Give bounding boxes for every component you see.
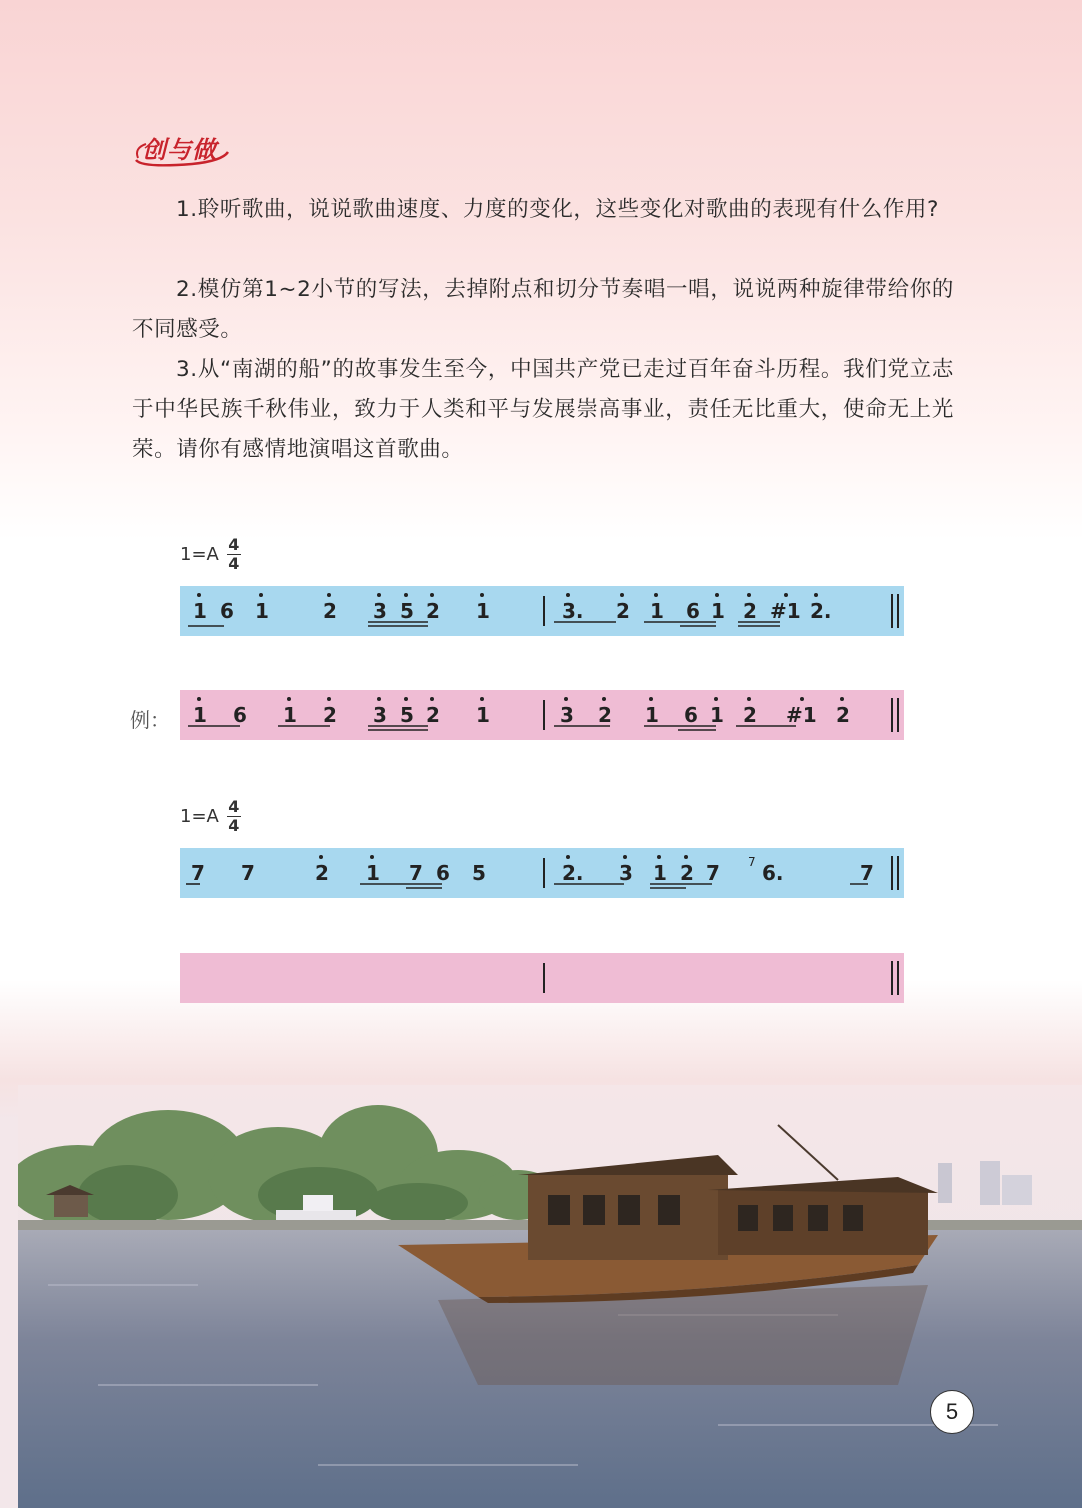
octave-dot <box>747 593 751 597</box>
octave-dot <box>197 697 201 701</box>
key-label: 1=A <box>180 544 219 565</box>
octave-dot <box>480 593 484 597</box>
note: #1 <box>786 703 817 727</box>
paragraph-3: 3.从“南湖的船”的故事发生至今，中国共产党已走过百年奋斗历程。我们党立志于中华民族千秋伟业，致力于人类和平与发展崇高事业，责任无比重大，使命无上光荣。请你有感情地演唱这首歌曲。 <box>132 357 954 462</box>
octave-dot <box>840 697 844 701</box>
octave-dot <box>784 593 788 597</box>
time-signature <box>227 537 241 572</box>
octave-dot <box>623 855 627 859</box>
page-number: 5 <box>930 1390 974 1434</box>
staff-2-notes <box>180 690 904 740</box>
octave-dot <box>404 697 408 701</box>
octave-dot <box>370 855 374 859</box>
octave-dot <box>197 593 201 597</box>
octave-dot <box>430 593 434 597</box>
octave-dot <box>327 593 331 597</box>
note: 2 <box>743 703 757 727</box>
octave-dot <box>377 697 381 701</box>
notation-staff-2 <box>180 690 904 740</box>
key-label: 1=A <box>180 806 219 827</box>
octave-dot <box>684 855 688 859</box>
staff-1-notes <box>180 586 904 636</box>
note: 1 <box>283 703 297 727</box>
note: 6 <box>686 599 700 623</box>
note: 5 <box>400 703 414 727</box>
octave-dot <box>649 697 653 701</box>
note: 2 <box>616 599 630 623</box>
octave-dot <box>564 697 568 701</box>
octave-dot <box>654 593 658 597</box>
note: 6 <box>684 703 698 727</box>
note: 1 <box>193 703 207 727</box>
note: 7 <box>409 861 423 885</box>
note: 1 <box>366 861 380 885</box>
octave-dot <box>800 697 804 701</box>
octave-dot <box>814 593 818 597</box>
note: 6 <box>233 703 247 727</box>
note: 2 <box>426 599 440 623</box>
section-heading <box>132 128 232 168</box>
note: 6. <box>762 861 784 885</box>
key-signature-1 <box>180 537 241 572</box>
time-numerator: 4 <box>228 535 240 554</box>
time-denominator: 4 <box>228 554 240 573</box>
note: 1 <box>476 703 490 727</box>
note: 7 <box>860 861 874 885</box>
octave-dot <box>715 593 719 597</box>
note: 3 <box>373 599 387 623</box>
note: 3 <box>373 703 387 727</box>
octave-dot <box>602 697 606 701</box>
octave-dot <box>566 855 570 859</box>
heading-text: 创与做 <box>142 135 217 164</box>
note: 5 <box>472 861 486 885</box>
note: 7 <box>706 861 720 885</box>
note: 7 <box>191 861 205 885</box>
time-numerator: 4 <box>228 797 240 816</box>
note: 3 <box>619 861 633 885</box>
key-signature-2 <box>180 799 241 834</box>
octave-dot <box>480 697 484 701</box>
note: 3. <box>562 599 584 623</box>
notation-staff-3 <box>180 848 904 898</box>
time-denominator: 4 <box>228 816 240 835</box>
octave-dot <box>657 855 661 859</box>
note: 2 <box>323 599 337 623</box>
notation-staff-4-empty[interactable] <box>180 953 904 1003</box>
note: 2. <box>810 599 832 623</box>
octave-dot <box>319 855 323 859</box>
notation-staff-1 <box>180 586 904 636</box>
octave-dot <box>566 593 570 597</box>
note: 1 <box>710 703 724 727</box>
note: 1 <box>653 861 667 885</box>
octave-dot <box>747 697 751 701</box>
note: 1 <box>645 703 659 727</box>
note: 1 <box>193 599 207 623</box>
octave-dot <box>714 697 718 701</box>
note: 2 <box>680 861 694 885</box>
octave-dot <box>259 593 263 597</box>
note: 5 <box>400 599 414 623</box>
note: #1 <box>770 599 801 623</box>
note: 2 <box>315 861 329 885</box>
note: 2. <box>562 861 584 885</box>
octave-dot <box>327 697 331 701</box>
note: 2 <box>743 599 757 623</box>
octave-dot <box>287 697 291 701</box>
note: 1 <box>650 599 664 623</box>
lake-boat-photo <box>18 1085 1082 1508</box>
note: 3 <box>560 703 574 727</box>
note: 2 <box>426 703 440 727</box>
note: 2 <box>323 703 337 727</box>
paragraph-1: 1.聆听歌曲，说说歌曲速度、力度的变化，这些变化对歌曲的表现有什么作用? <box>176 197 940 222</box>
paragraph-2: 2.模仿第1~2小节的写法，去掉附点和切分节奏唱一唱，说说两种旋律带给你的不同感受。 <box>132 277 954 342</box>
note: 6 <box>220 599 234 623</box>
grace-note: 7 <box>748 855 756 869</box>
note: 1 <box>255 599 269 623</box>
note: 2 <box>836 703 850 727</box>
note: 1 <box>476 599 490 623</box>
staff-3-notes <box>180 848 904 898</box>
time-signature <box>227 799 241 834</box>
note: 2 <box>598 703 612 727</box>
note: 1 <box>711 599 725 623</box>
note: 7 <box>241 861 255 885</box>
octave-dot <box>404 593 408 597</box>
staff-4-barlines <box>180 953 904 1003</box>
example-label: 例： <box>130 708 170 732</box>
octave-dot <box>430 697 434 701</box>
note: 6 <box>436 861 450 885</box>
octave-dot <box>620 593 624 597</box>
octave-dot <box>377 593 381 597</box>
